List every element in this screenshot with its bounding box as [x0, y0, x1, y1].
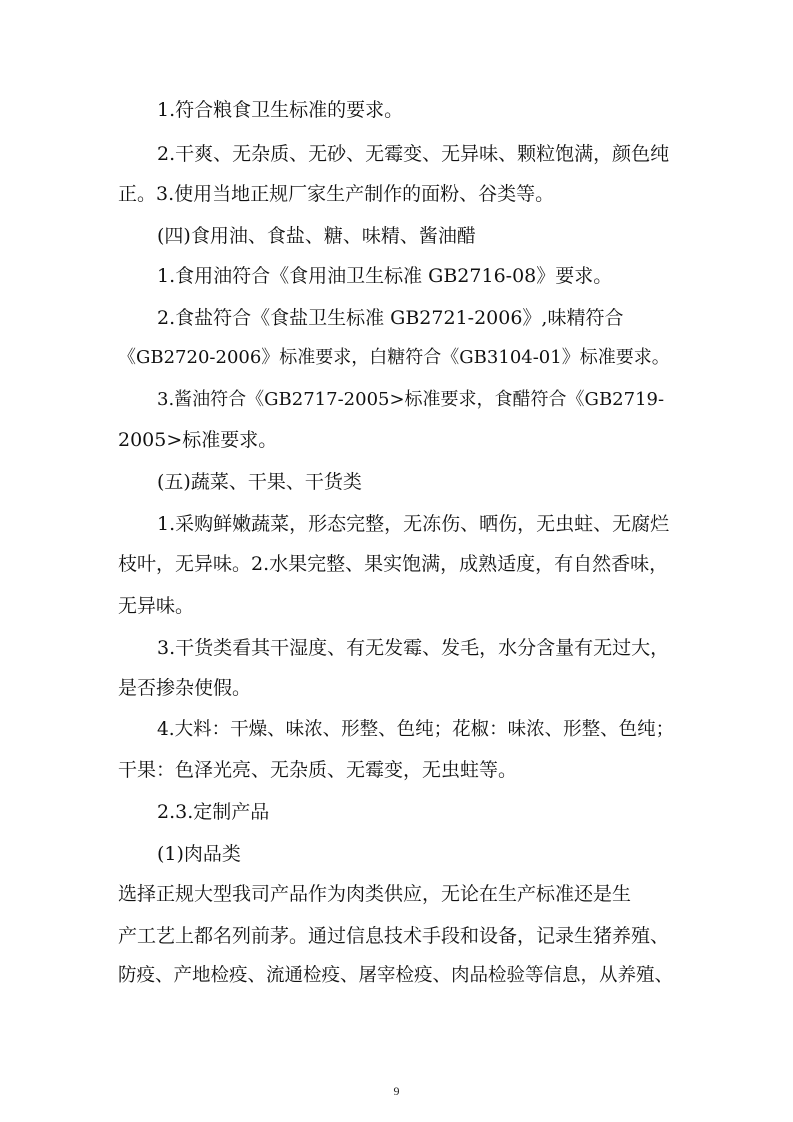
section-heading: (五)蔬菜、干果、干货类 — [157, 471, 362, 493]
text-line: 4.大料：干燥、味浓、形整、色纯；花椒：味浓、形整、色纯； — [157, 719, 675, 740]
text-line: 2.食盐符合《食盐卫生标准 GB2721-2006》,味精符合 — [157, 307, 624, 329]
section-heading: (1)肉品类 — [157, 843, 241, 865]
section-heading: 2.3.定制产品 — [157, 801, 270, 823]
text-line: 1.食用油符合《食用油卫生标准 GB2716-08》要求。 — [157, 265, 613, 287]
text-line: 是否掺杂使假。 — [118, 677, 252, 699]
text-line: 3.干货类看其干湿度、有无发霉、发毛，水分含量有无过大， — [157, 637, 670, 659]
section-heading: (四)食用油、食盐、糖、味精、酱油醋 — [157, 225, 476, 247]
text-line: 1.采购鲜嫩蔬菜，形态完整，无冻伤、晒伤，无虫蛀、无腐烂 — [157, 513, 670, 535]
text-line: 3.酱油符合《GB2717-2005>标准要求，食醋符合《GB2719- — [157, 389, 665, 410]
page-number: 9 — [393, 1084, 400, 1098]
text-line: 1.符合粮食卫生标准的要求。 — [157, 99, 404, 121]
text-line: 无异味。 — [118, 595, 195, 617]
text-line: 2005>标准要求。 — [118, 429, 278, 451]
text-line: 选择正规大型我司产品作为肉类供应，无论在生产标准还是生 — [118, 883, 632, 905]
text-line: 正。3.使用当地正规厂家生产制作的面粉、谷类等。 — [118, 183, 555, 205]
text-line: 枝叶，无异味。2.水果完整、果实饱满，成熟适度，有自然香味， — [118, 553, 669, 575]
text-line: 防疫、产地检疫、流通检疫、屠宰检疫、肉品检验等信息，从养殖、 — [118, 965, 674, 986]
text-line: 2.干爽、无杂质、无砂、无霉变、无异味、颗粒饱满，颜色纯 — [157, 143, 670, 165]
text-line: 《GB2720-2006》标准要求，白糖符合《GB3104-01》标准要求。 — [118, 347, 670, 368]
text-line: 产工艺上都名列前茅。通过信息技术手段和设备，记录生猪养殖、 — [118, 925, 670, 947]
text-line: 干果：色泽光亮、无杂质、无霉变，无虫蛀等。 — [118, 759, 518, 781]
